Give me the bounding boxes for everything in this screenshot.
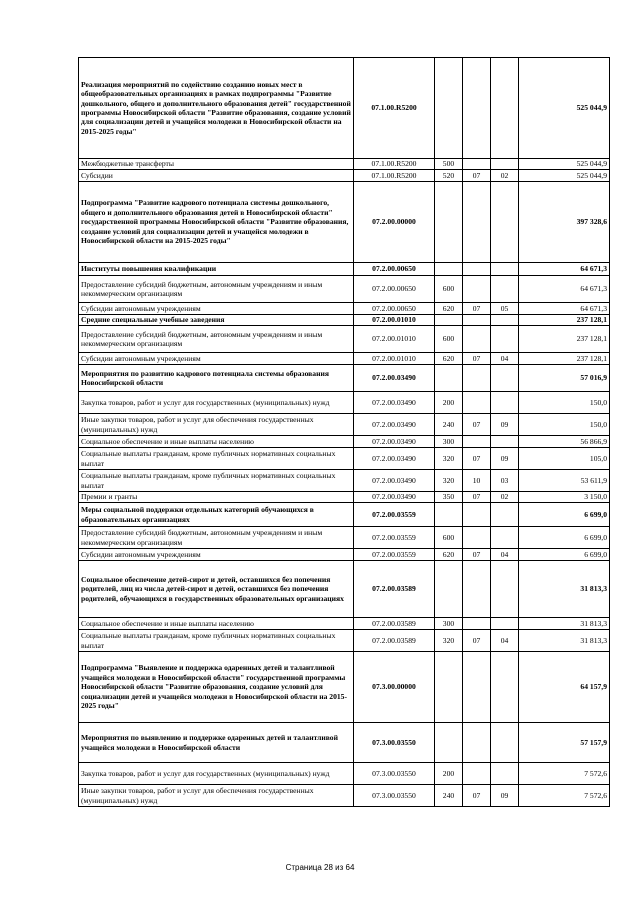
cell-rz: 07 bbox=[463, 492, 491, 503]
cell-pr bbox=[491, 326, 519, 353]
table-row bbox=[79, 561, 610, 618]
cell-rz bbox=[463, 723, 491, 763]
cell-pr bbox=[491, 58, 519, 159]
cell-sum: 64 671,3 bbox=[519, 303, 610, 315]
cell-code: 07.2.00.01010 bbox=[354, 315, 435, 326]
cell-code: 07.2.00.00000 bbox=[354, 182, 435, 263]
cell-vr: 600 bbox=[435, 276, 463, 303]
cell-name: Социальные выплаты гражданам, кроме публичных нормативных социальных выплат bbox=[79, 448, 354, 470]
cell-sum: 6 699,0 bbox=[519, 503, 610, 527]
cell-rz bbox=[463, 326, 491, 353]
cell-rz: 07 bbox=[463, 170, 491, 182]
cell-rz: 07 bbox=[463, 549, 491, 561]
table-row bbox=[79, 353, 610, 365]
cell-rz bbox=[463, 315, 491, 326]
cell-code: 07.2.00.03490 bbox=[354, 365, 435, 392]
cell-name: Социальные выплаты гражданам, кроме публичных нормативных социальных выплат bbox=[79, 470, 354, 492]
cell-code: 07.2.00.03589 bbox=[354, 630, 435, 652]
cell-pr bbox=[491, 392, 519, 414]
table-row bbox=[79, 630, 610, 652]
table-row bbox=[79, 170, 610, 182]
cell-sum: 31 813,3 bbox=[519, 561, 610, 618]
cell-vr: 600 bbox=[435, 527, 463, 549]
cell-rz bbox=[463, 763, 491, 785]
cell-pr bbox=[491, 182, 519, 263]
cell-name: Премии и гранты bbox=[79, 492, 354, 503]
cell-pr: 02 bbox=[491, 492, 519, 503]
cell-sum: 56 866,9 bbox=[519, 436, 610, 448]
cell-code: 07.2.00.03490 bbox=[354, 448, 435, 470]
cell-rz: 10 bbox=[463, 470, 491, 492]
table-row bbox=[79, 276, 610, 303]
cell-code: 07.1.00.R5200 bbox=[354, 58, 435, 159]
cell-name: Закупка товаров, работ и услуг для государственных (муниципальных) нужд bbox=[79, 763, 354, 785]
cell-pr bbox=[491, 365, 519, 392]
cell-name: Субсидии автономным учреждениям bbox=[79, 353, 354, 365]
table-row bbox=[79, 618, 610, 630]
table-row bbox=[79, 549, 610, 561]
cell-vr bbox=[435, 315, 463, 326]
cell-pr bbox=[491, 561, 519, 618]
cell-rz bbox=[463, 392, 491, 414]
cell-sum: 64 671,3 bbox=[519, 263, 610, 276]
cell-code: 07.2.00.00650 bbox=[354, 276, 435, 303]
cell-pr bbox=[491, 276, 519, 303]
cell-pr bbox=[491, 315, 519, 326]
cell-code: 07.2.00.03490 bbox=[354, 492, 435, 503]
cell-code: 07.2.00.01010 bbox=[354, 326, 435, 353]
cell-code: 07.1.00.R5200 bbox=[354, 159, 435, 170]
cell-sum: 3 150,0 bbox=[519, 492, 610, 503]
cell-vr bbox=[435, 365, 463, 392]
cell-pr bbox=[491, 723, 519, 763]
cell-name: Иные закупки товаров, работ и услуг для обеспечения государственных (муниципальных) нужд bbox=[79, 414, 354, 436]
cell-rz: 07 bbox=[463, 303, 491, 315]
cell-sum: 6 699,0 bbox=[519, 527, 610, 549]
cell-sum: 7 572,6 bbox=[519, 763, 610, 785]
cell-vr bbox=[435, 503, 463, 527]
cell-name: Предоставление субсидий бюджетным, автономным учреждениям и иным некоммерческим организациям bbox=[79, 326, 354, 353]
cell-rz bbox=[463, 159, 491, 170]
cell-rz: 07 bbox=[463, 448, 491, 470]
cell-pr: 05 bbox=[491, 303, 519, 315]
cell-rz bbox=[463, 263, 491, 276]
cell-name: Социальные выплаты гражданам, кроме публичных нормативных социальных выплат bbox=[79, 630, 354, 652]
budget-table bbox=[78, 57, 610, 807]
cell-rz bbox=[463, 58, 491, 159]
cell-pr: 04 bbox=[491, 630, 519, 652]
cell-name: Субсидии автономным учреждениям bbox=[79, 549, 354, 561]
page-number: Страница 28 из 64 bbox=[285, 863, 355, 872]
cell-vr: 520 bbox=[435, 170, 463, 182]
cell-pr: 04 bbox=[491, 353, 519, 365]
cell-sum: 57 157,9 bbox=[519, 723, 610, 763]
cell-vr bbox=[435, 723, 463, 763]
cell-sum: 150,0 bbox=[519, 392, 610, 414]
cell-sum: 7 572,6 bbox=[519, 785, 610, 807]
cell-rz bbox=[463, 652, 491, 723]
cell-code: 07.2.00.03490 bbox=[354, 392, 435, 414]
cell-pr bbox=[491, 527, 519, 549]
cell-vr: 320 bbox=[435, 630, 463, 652]
cell-pr: 03 bbox=[491, 470, 519, 492]
table-row bbox=[79, 326, 610, 353]
cell-name: Предоставление субсидий бюджетным, автономным учреждениям и иным некоммерческим организациям bbox=[79, 527, 354, 549]
cell-vr: 320 bbox=[435, 470, 463, 492]
cell-name: Социальное обеспечение и иные выплаты населению bbox=[79, 436, 354, 448]
cell-name: Межбюджетные трансферты bbox=[79, 159, 354, 170]
cell-rz: 07 bbox=[463, 414, 491, 436]
cell-pr bbox=[491, 263, 519, 276]
document-page bbox=[78, 57, 609, 807]
cell-vr bbox=[435, 58, 463, 159]
cell-code: 07.1.00.R5200 bbox=[354, 170, 435, 182]
cell-sum: 64 671,3 bbox=[519, 276, 610, 303]
cell-code: 07.2.00.03490 bbox=[354, 436, 435, 448]
cell-name: Подпрограмма "Выявление и поддержка одаренных детей и талантливой учащейся молодежи в Новосибирской области" государственной программы Новосибирской области "Развитие образования, создание условий для социализации детей и учащейся молодежи в Новосибирской области на 2015-2025 годы" bbox=[79, 652, 354, 723]
cell-vr bbox=[435, 561, 463, 618]
cell-code: 07.2.00.00650 bbox=[354, 303, 435, 315]
table-row bbox=[79, 527, 610, 549]
cell-sum: 31 813,3 bbox=[519, 630, 610, 652]
cell-code: 07.2.00.01010 bbox=[354, 353, 435, 365]
cell-name: Иные закупки товаров, работ и услуг для обеспечения государственных (муниципальных) нужд bbox=[79, 785, 354, 807]
cell-code: 07.3.00.03550 bbox=[354, 763, 435, 785]
cell-code: 07.3.00.03550 bbox=[354, 723, 435, 763]
cell-sum: 6 699,0 bbox=[519, 549, 610, 561]
cell-name: Социальное обеспечение детей-сирот и детей, оставшихся без попечения родителей, лиц из числа детей-сирот и детей, оставшихся без попечения родителей, обучающихся в государственных образовательных организациях bbox=[79, 561, 354, 618]
cell-pr bbox=[491, 652, 519, 723]
cell-vr: 200 bbox=[435, 763, 463, 785]
cell-rz: 07 bbox=[463, 630, 491, 652]
table-row bbox=[79, 263, 610, 276]
cell-sum: 31 813,3 bbox=[519, 618, 610, 630]
cell-vr bbox=[435, 652, 463, 723]
table-row bbox=[79, 159, 610, 170]
cell-pr: 02 bbox=[491, 170, 519, 182]
cell-vr bbox=[435, 263, 463, 276]
cell-pr bbox=[491, 503, 519, 527]
cell-vr: 240 bbox=[435, 414, 463, 436]
cell-vr: 300 bbox=[435, 618, 463, 630]
cell-vr: 200 bbox=[435, 392, 463, 414]
table-row bbox=[79, 723, 610, 763]
table-row bbox=[79, 448, 610, 470]
cell-name: Закупка товаров, работ и услуг для государственных (муниципальных) нужд bbox=[79, 392, 354, 414]
cell-pr: 09 bbox=[491, 448, 519, 470]
cell-name: Средние специальные учебные заведения bbox=[79, 315, 354, 326]
cell-name: Субсидии автономным учреждениям bbox=[79, 303, 354, 315]
cell-rz bbox=[463, 436, 491, 448]
cell-name: Предоставление субсидий бюджетным, автономным учреждениям и иным некоммерческим организациям bbox=[79, 276, 354, 303]
cell-vr: 350 bbox=[435, 492, 463, 503]
table-row bbox=[79, 785, 610, 807]
cell-rz bbox=[463, 276, 491, 303]
cell-vr: 620 bbox=[435, 549, 463, 561]
cell-rz: 07 bbox=[463, 785, 491, 807]
cell-name: Меры социальной поддержки отдельных категорий обучающихся в образовательных организациях bbox=[79, 503, 354, 527]
cell-rz bbox=[463, 365, 491, 392]
cell-name: Мероприятия по развитию кадрового потенциала системы образования Новосибирской области bbox=[79, 365, 354, 392]
table-row bbox=[79, 652, 610, 723]
cell-sum: 397 328,6 bbox=[519, 182, 610, 263]
cell-code: 07.2.00.03490 bbox=[354, 414, 435, 436]
cell-sum: 525 044,9 bbox=[519, 58, 610, 159]
cell-code: 07.2.00.03589 bbox=[354, 561, 435, 618]
cell-code: 07.2.00.03559 bbox=[354, 503, 435, 527]
budget-table-body bbox=[79, 58, 610, 807]
table-row bbox=[79, 436, 610, 448]
cell-name: Мероприятия по выявлению и поддержке одаренных детей и талантливой учащейся молодежи в Новосибирской области bbox=[79, 723, 354, 763]
cell-vr: 600 bbox=[435, 326, 463, 353]
cell-rz bbox=[463, 182, 491, 263]
cell-name: Субсидии bbox=[79, 170, 354, 182]
cell-vr: 320 bbox=[435, 448, 463, 470]
cell-sum: 57 016,9 bbox=[519, 365, 610, 392]
cell-sum: 237 128,1 bbox=[519, 353, 610, 365]
cell-sum: 150,0 bbox=[519, 414, 610, 436]
table-row bbox=[79, 763, 610, 785]
table-row bbox=[79, 503, 610, 527]
cell-pr bbox=[491, 763, 519, 785]
table-row bbox=[79, 303, 610, 315]
cell-pr bbox=[491, 618, 519, 630]
cell-name: Социальное обеспечение и иные выплаты населению bbox=[79, 618, 354, 630]
cell-sum: 237 128,1 bbox=[519, 315, 610, 326]
cell-sum: 53 611,9 bbox=[519, 470, 610, 492]
table-row bbox=[79, 492, 610, 503]
cell-name: Реализация мероприятий по содействию созданию новых мест в общеобразовательных организациях в рамках подпрограммы "Развитие дошкольного, общего и дополнительного образования детей" государственной программы Новосибирской области "Развитие образования, создание условий для социализации детей и учащейся молодежи в Новосибирской области на 2015-2025 годы" bbox=[79, 58, 354, 159]
cell-name: Подпрограмма "Развитие кадрового потенциала системы дошкольного, общего и дополнительного образования детей в Новосибирской области" государственной программы Новосибирской области "Развитие образования, создание условий для социализации детей и учащейся молодежи в Новосибирской области на 2015-2025 годы" bbox=[79, 182, 354, 263]
table-row bbox=[79, 414, 610, 436]
cell-vr: 620 bbox=[435, 303, 463, 315]
cell-name: Институты повышения квалификации bbox=[79, 263, 354, 276]
cell-pr bbox=[491, 159, 519, 170]
cell-pr bbox=[491, 436, 519, 448]
cell-vr: 620 bbox=[435, 353, 463, 365]
table-row bbox=[79, 315, 610, 326]
table-row bbox=[79, 392, 610, 414]
cell-rz bbox=[463, 503, 491, 527]
cell-rz bbox=[463, 527, 491, 549]
cell-code: 07.2.00.03589 bbox=[354, 618, 435, 630]
cell-vr bbox=[435, 182, 463, 263]
cell-pr: 04 bbox=[491, 549, 519, 561]
cell-pr: 09 bbox=[491, 414, 519, 436]
cell-sum: 237 128,1 bbox=[519, 326, 610, 353]
table-row bbox=[79, 58, 610, 159]
cell-vr: 500 bbox=[435, 159, 463, 170]
cell-code: 07.2.00.03559 bbox=[354, 549, 435, 561]
cell-code: 07.3.00.00000 bbox=[354, 652, 435, 723]
cell-code: 07.2.00.03559 bbox=[354, 527, 435, 549]
cell-sum: 64 157,9 bbox=[519, 652, 610, 723]
cell-vr: 300 bbox=[435, 436, 463, 448]
cell-rz: 07 bbox=[463, 353, 491, 365]
cell-code: 07.3.00.03550 bbox=[354, 785, 435, 807]
cell-vr: 240 bbox=[435, 785, 463, 807]
cell-sum: 525 044,9 bbox=[519, 170, 610, 182]
cell-pr: 09 bbox=[491, 785, 519, 807]
cell-code: 07.2.00.03490 bbox=[354, 470, 435, 492]
cell-code: 07.2.00.00650 bbox=[354, 263, 435, 276]
cell-sum: 525 044,9 bbox=[519, 159, 610, 170]
table-row bbox=[79, 365, 610, 392]
table-row bbox=[79, 182, 610, 263]
cell-sum: 105,0 bbox=[519, 448, 610, 470]
cell-rz bbox=[463, 561, 491, 618]
table-row bbox=[79, 470, 610, 492]
cell-rz bbox=[463, 618, 491, 630]
